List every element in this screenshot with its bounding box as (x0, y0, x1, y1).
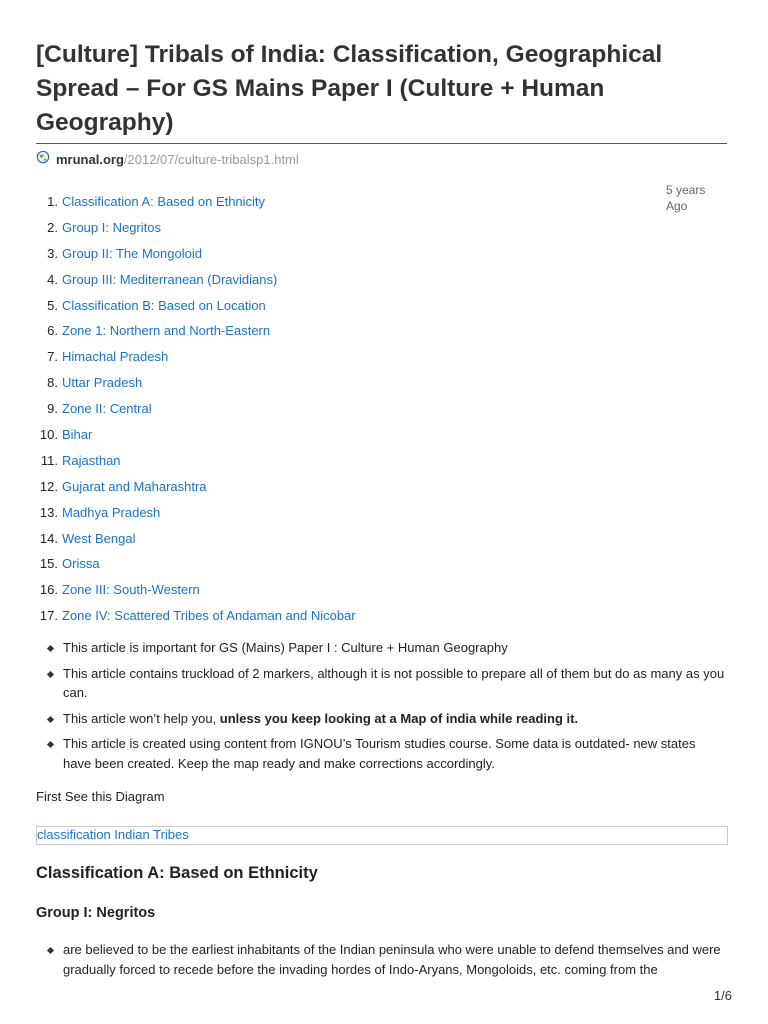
body-bullets (36, 940, 726, 979)
toc-number: 8. (47, 375, 58, 391)
source-domain[interactable]: mrunal.org (56, 152, 124, 167)
page-number: 1/6 (713, 988, 732, 1003)
table-of-contents (36, 190, 356, 630)
toc-item (36, 371, 356, 397)
toc-item (36, 216, 356, 242)
bullet-text: This article is created using content from IGNOU’s Tourism studies course. Some data is outdated- new states have been created. Keep the map ready and make corrections accordingly. (63, 736, 696, 771)
toc-link[interactable]: Uttar Pradesh (62, 375, 143, 391)
toc-link[interactable]: Madhya Pradesh (62, 504, 161, 520)
toc-number: 16. (39, 582, 58, 598)
toc-item (36, 294, 356, 320)
toc-number: 11. (40, 452, 58, 468)
toc-link[interactable]: Rajasthan (62, 452, 121, 468)
toc-item (36, 397, 356, 423)
toc-item (36, 319, 356, 345)
toc-link[interactable]: Zone III: South-Western (62, 582, 200, 598)
toc-link[interactable]: Group II: The Mongoloid (62, 245, 202, 261)
subsection-heading: Group I: Negritos (36, 905, 156, 921)
paragraph-clip (36, 940, 736, 980)
list-item (36, 709, 726, 729)
toc-number: 1. (47, 194, 58, 209)
toc-item (36, 449, 356, 475)
post-age (666, 182, 716, 214)
post-age-line1: 5 years (666, 183, 706, 197)
list-item (36, 664, 726, 703)
toc-item (36, 242, 356, 268)
list-item (36, 940, 726, 979)
toc-number: 14. (39, 530, 58, 546)
list-item (36, 638, 726, 658)
toc-number: 10. (39, 427, 58, 443)
bullet-text: This article is important for GS (Mains) Paper I : Culture + Human Geography (63, 640, 508, 655)
toc-number: 17. (39, 608, 58, 624)
toc-item (36, 190, 356, 216)
toc-number: 4. (47, 271, 58, 287)
toc-link[interactable]: Group III: Mediterranean (Dravidians) (62, 271, 278, 287)
toc-link[interactable]: West Bengal (62, 530, 136, 546)
toc-number: 5. (47, 297, 58, 313)
toc-link[interactable]: Orissa (62, 556, 100, 572)
toc-item (36, 604, 356, 630)
page-title: [Culture] Tribals of India: Classification, Geographical Spread – For GS Mains Paper I (Culture + Human Geography) (36, 41, 663, 136)
toc-number: 12. (39, 478, 58, 494)
intro-bullets (36, 638, 726, 779)
toc-item (36, 578, 356, 604)
section-heading: Classification A: Based on Ethnicity (36, 864, 318, 882)
diagram-intro: First See this Diagram (36, 789, 165, 804)
toc-link[interactable]: Gujarat and Maharashtra (62, 478, 207, 494)
list-item (36, 734, 726, 773)
globe-icon (36, 150, 50, 164)
toc-item (36, 268, 356, 294)
toc-item (36, 501, 356, 527)
toc-link[interactable]: Bihar (62, 427, 93, 443)
title-divider (36, 143, 727, 144)
toc-number: 15. (39, 556, 58, 572)
toc-link[interactable]: Classification B: Based on Location (62, 297, 266, 313)
toc-link[interactable]: Zone IV: Scattered Tribes of Andaman and Nicobar (62, 608, 356, 624)
diagram-link[interactable]: classification Indian Tribes (37, 827, 189, 842)
post-age-line2: Ago (666, 199, 688, 213)
toc-item (36, 345, 356, 371)
toc-link[interactable]: Zone 1: Northern and North-Eastern (62, 323, 271, 339)
bullet-text: This article won’t help you, (63, 710, 220, 726)
toc-link[interactable]: Group I: Negritos (62, 219, 161, 235)
toc-item (36, 423, 356, 449)
bullet-emphasis: unless you keep looking at a Map of india while reading it. (219, 710, 579, 726)
toc-number: 9. (47, 401, 58, 417)
toc-number: 3. (47, 245, 58, 261)
toc-number: 2. (47, 219, 58, 235)
toc-number: 13. (39, 504, 58, 520)
source-path[interactable]: /2012/07/culture-tribalsp1.html (123, 152, 299, 167)
toc-link[interactable]: Zone II: Central (62, 401, 152, 417)
toc-item (36, 527, 356, 553)
toc-number: 6. (47, 323, 58, 339)
toc-item (36, 475, 356, 501)
toc-number: 7. (47, 349, 58, 365)
source-line (36, 152, 299, 167)
bullet-text: are believed to be the earliest inhabitants of the Indian peninsula who were unable to defend themselves and were gradually forced to recede before the invading hordes of Indo-Aryans, Mongoloids, etc. coming from the (63, 942, 721, 977)
toc-link[interactable]: Himachal Pradesh (62, 349, 169, 365)
diagram-image-placeholder[interactable] (36, 826, 728, 845)
toc-link[interactable]: Classification A: Based on Ethnicity (62, 194, 266, 209)
bullet-text: This article contains truckload of 2 markers, although it is not possible to prepare all of them but do as many as you can. (63, 665, 725, 700)
toc-item (36, 552, 356, 578)
